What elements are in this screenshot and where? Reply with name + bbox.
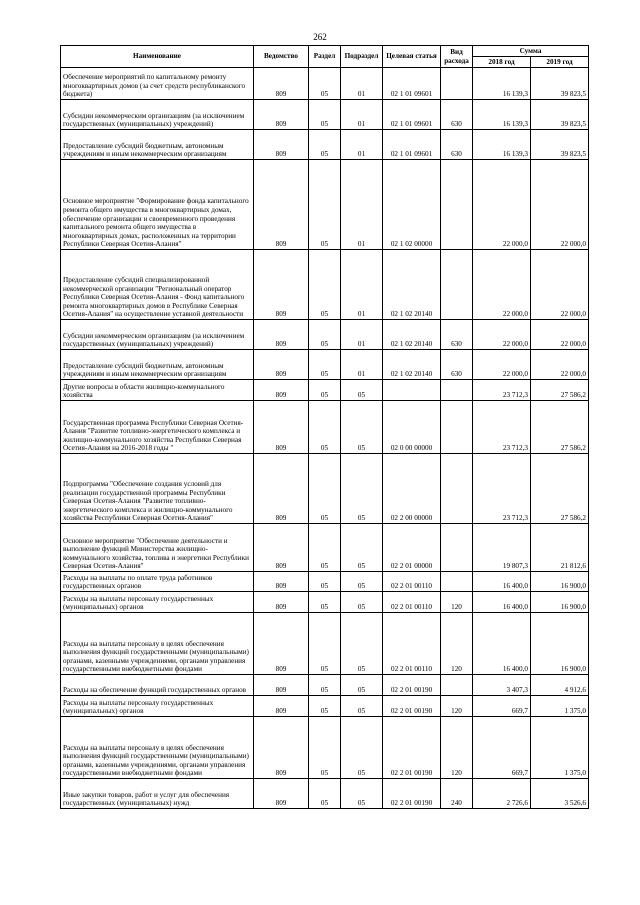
table-row xyxy=(61,250,589,320)
row-target: 02 1 02 20140 xyxy=(383,250,441,320)
row-podrazdel: 05 xyxy=(341,675,383,696)
budget-table xyxy=(60,45,589,809)
row-2019: 39 823,5 xyxy=(531,130,589,160)
row-2019: 27 586,2 xyxy=(531,380,589,401)
table-row xyxy=(61,401,589,454)
row-vid: 120 xyxy=(441,592,473,613)
row-podrazdel: 01 xyxy=(341,250,383,320)
row-target: 02 2 00 00000 xyxy=(383,454,441,524)
table-row xyxy=(61,350,589,380)
row-vedomstvo: 809 xyxy=(254,524,309,572)
row-razdel: 05 xyxy=(309,779,341,809)
row-vid xyxy=(441,250,473,320)
row-vid: 630 xyxy=(441,100,473,130)
row-razdel: 05 xyxy=(309,696,341,717)
row-name: Основное мероприятие "Обеспечение деятельности и выполнение функций Министерства жилищно-коммунального хозяйства, топлива и энергетики Республики Северная Осетия-Алания" xyxy=(61,524,254,572)
row-podrazdel: 05 xyxy=(341,524,383,572)
row-2018: 3 407,3 xyxy=(473,675,531,696)
row-vedomstvo: 809 xyxy=(254,675,309,696)
row-name: Субсидии некоммерческим организациям (за исключением государственных (муниципальных) учреждений) xyxy=(61,320,254,350)
header-summa: Сумма xyxy=(473,46,589,57)
row-2018: 23 712,3 xyxy=(473,454,531,524)
row-podrazdel: 01 xyxy=(341,68,383,100)
row-vedomstvo: 809 xyxy=(254,100,309,130)
header-vid: Вид расхода xyxy=(441,46,473,68)
row-vedomstvo: 809 xyxy=(254,401,309,454)
row-2018: 22 000,0 xyxy=(473,160,531,250)
row-target: 02 1 02 00000 xyxy=(383,160,441,250)
row-podrazdel: 01 xyxy=(341,320,383,350)
row-name: Расходы на обеспечение функций государственных органов xyxy=(61,675,254,696)
row-vid: 240 xyxy=(441,779,473,809)
row-vedomstvo: 809 xyxy=(254,380,309,401)
table-row xyxy=(61,524,589,572)
row-vedomstvo: 809 xyxy=(254,130,309,160)
header-2018: 2018 год xyxy=(473,57,531,68)
page-number: 262 xyxy=(313,32,327,42)
row-name: Государственная программа Республики Северная Осетия-Алания "Развитие топливно-энергетического комплекса и жилищно-коммунального хозяйства Республики Северная Осетия-Алания на 2016-2018 годы " xyxy=(61,401,254,454)
row-2019: 21 812,6 xyxy=(531,524,589,572)
row-razdel: 05 xyxy=(309,717,341,779)
row-2018: 23 712,3 xyxy=(473,401,531,454)
row-2019: 16 900,0 xyxy=(531,572,589,592)
row-podrazdel: 01 xyxy=(341,160,383,250)
row-2019: 4 912,6 xyxy=(531,675,589,696)
row-podrazdel: 05 xyxy=(341,717,383,779)
header-name: Наименование xyxy=(61,46,254,68)
row-2018: 22 000,0 xyxy=(473,350,531,380)
row-target: 02 1 02 20140 xyxy=(383,320,441,350)
row-name: Предоставление субсидий специализированной некоммерческой организации "Региональный оператор Республики Северная Осетия-Алания - Фонд капитального ремонта многоквартирных домов в Республике Северная Осетия-Алания" на осуществление уставной деятельности xyxy=(61,250,254,320)
row-vid xyxy=(441,401,473,454)
row-podrazdel: 05 xyxy=(341,572,383,592)
table-row xyxy=(61,675,589,696)
row-razdel: 05 xyxy=(309,100,341,130)
row-name: Иные закупки товаров, работ и услуг для обеспечения государственных (муниципальных) нужд xyxy=(61,779,254,809)
row-vedomstvo: 809 xyxy=(254,779,309,809)
row-2019: 39 823,5 xyxy=(531,68,589,100)
row-2018: 16 400,0 xyxy=(473,592,531,613)
row-razdel: 05 xyxy=(309,613,341,675)
row-razdel: 05 xyxy=(309,592,341,613)
row-razdel: 05 xyxy=(309,160,341,250)
row-razdel: 05 xyxy=(309,572,341,592)
table-row xyxy=(61,779,589,809)
row-2018: 16 139,3 xyxy=(473,68,531,100)
row-2019: 22 000,0 xyxy=(531,160,589,250)
row-razdel: 05 xyxy=(309,380,341,401)
row-target: 02 1 01 09601 xyxy=(383,100,441,130)
table-row xyxy=(61,454,589,524)
row-vedomstvo: 809 xyxy=(254,592,309,613)
row-podrazdel: 05 xyxy=(341,592,383,613)
table-row xyxy=(61,100,589,130)
row-razdel: 05 xyxy=(309,401,341,454)
row-podrazdel: 01 xyxy=(341,130,383,160)
row-razdel: 05 xyxy=(309,350,341,380)
table-body xyxy=(61,68,589,809)
row-vedomstvo: 809 xyxy=(254,68,309,100)
row-vid xyxy=(441,524,473,572)
row-2018: 669,7 xyxy=(473,696,531,717)
row-vid xyxy=(441,572,473,592)
row-razdel: 05 xyxy=(309,250,341,320)
row-2018: 23 712,3 xyxy=(473,380,531,401)
row-razdel: 05 xyxy=(309,68,341,100)
row-target: 02 2 01 00110 xyxy=(383,572,441,592)
row-name: Расходы на выплаты по оплате труда работников государственных органов xyxy=(61,572,254,592)
row-2018: 669,7 xyxy=(473,717,531,779)
table-row xyxy=(61,572,589,592)
header-vedomstvo: Ведомство xyxy=(254,46,309,68)
row-podrazdel: 05 xyxy=(341,779,383,809)
row-2019: 16 900,0 xyxy=(531,613,589,675)
header-razdel: Раздел xyxy=(309,46,341,68)
row-target: 02 1 02 20140 xyxy=(383,350,441,380)
row-target: 02 2 01 00190 xyxy=(383,779,441,809)
row-vid xyxy=(441,454,473,524)
row-podrazdel: 05 xyxy=(341,613,383,675)
row-vedomstvo: 809 xyxy=(254,350,309,380)
row-2019: 3 526,6 xyxy=(531,779,589,809)
row-name: Предоставление субсидий бюджетным, автономным учреждениям и иным некоммерческим организациям xyxy=(61,350,254,380)
row-razdel: 05 xyxy=(309,454,341,524)
row-2019: 1 375,0 xyxy=(531,696,589,717)
row-vid xyxy=(441,68,473,100)
row-vedomstvo: 809 xyxy=(254,320,309,350)
row-vid: 120 xyxy=(441,613,473,675)
row-2018: 16 400,0 xyxy=(473,613,531,675)
row-name: Расходы на выплаты персоналу в целях обеспечения выполнения функций государственными (муниципальными) органами, казенными учреждениями, органами управления государственными внебюджетными фондами xyxy=(61,717,254,779)
row-vedomstvo: 809 xyxy=(254,572,309,592)
table-row xyxy=(61,130,589,160)
row-podrazdel: 05 xyxy=(341,696,383,717)
row-2019: 39 823,5 xyxy=(531,100,589,130)
row-razdel: 05 xyxy=(309,524,341,572)
row-vedomstvo: 809 xyxy=(254,717,309,779)
row-2019: 22 000,0 xyxy=(531,320,589,350)
row-vedomstvo: 809 xyxy=(254,454,309,524)
row-2018: 16 139,3 xyxy=(473,130,531,160)
table-row xyxy=(61,696,589,717)
row-name: Обеспечение мероприятий по капитальному ремонту многоквартирных домов (за счет средств республиканского бюджета) xyxy=(61,68,254,100)
row-vedomstvo: 809 xyxy=(254,160,309,250)
row-razdel: 05 xyxy=(309,130,341,160)
row-target: 02 2 01 00190 xyxy=(383,675,441,696)
row-name: Основное мероприятие "Формирование фонда капитального ремонта общего имущества в многоквартирных домах, обеспечение организации и своевременного проведения капитального ремонта общего имущества в многоквартирных домах, расположенных на территории Республики Северная Осетия-Алания" xyxy=(61,160,254,250)
row-name: Субсидии некоммерческим организациям (за исключением государственных (муниципальных) учреждений) xyxy=(61,100,254,130)
row-name: Подпрограмма "Обеспечение создания условий для реализации государственной программы Республики Северная Осетия-Алания "Развитие топливно-энергетического комплекса и жилищно-коммунального хозяйства Республики Северная Осетия-Алания" xyxy=(61,454,254,524)
row-vid: 120 xyxy=(441,717,473,779)
row-vid: 630 xyxy=(441,130,473,160)
header-target: Целевая статья xyxy=(383,46,441,68)
row-2019: 22 000,0 xyxy=(531,350,589,380)
table-row xyxy=(61,320,589,350)
row-podrazdel: 05 xyxy=(341,380,383,401)
row-name: Расходы на выплаты персоналу государственных (муниципальных) органов xyxy=(61,696,254,717)
table-row xyxy=(61,68,589,100)
row-target: 02 1 01 09601 xyxy=(383,68,441,100)
row-vid xyxy=(441,380,473,401)
row-name: Предоставление субсидий бюджетным, автономным учреждениям и иным некоммерческим организациям xyxy=(61,130,254,160)
row-2019: 27 586,2 xyxy=(531,401,589,454)
row-2018: 16 139,3 xyxy=(473,100,531,130)
row-vid xyxy=(441,160,473,250)
row-2019: 1 375,0 xyxy=(531,717,589,779)
row-razdel: 05 xyxy=(309,675,341,696)
row-2019: 22 000,0 xyxy=(531,250,589,320)
row-2018: 2 726,6 xyxy=(473,779,531,809)
table-row xyxy=(61,160,589,250)
row-podrazdel: 05 xyxy=(341,401,383,454)
row-target: 02 2 01 00190 xyxy=(383,717,441,779)
row-vid: 630 xyxy=(441,320,473,350)
header-podrazdel: Подраздел xyxy=(341,46,383,68)
row-target: 02 2 01 00110 xyxy=(383,592,441,613)
row-name: Расходы на выплаты персоналу государственных (муниципальных) органов xyxy=(61,592,254,613)
row-podrazdel: 01 xyxy=(341,100,383,130)
row-target xyxy=(383,380,441,401)
row-vedomstvo: 809 xyxy=(254,696,309,717)
row-target: 02 0 00 00000 xyxy=(383,401,441,454)
table-row xyxy=(61,613,589,675)
table-row xyxy=(61,592,589,613)
row-name: Расходы на выплаты персоналу в целях обеспечения выполнения функций государственными (муниципальными) органами, казенными учреждениями, органами управления государственными внебюджетными фондами xyxy=(61,613,254,675)
row-target: 02 1 01 09601 xyxy=(383,130,441,160)
row-target: 02 2 01 00000 xyxy=(383,524,441,572)
row-2018: 19 807,3 xyxy=(473,524,531,572)
row-2018: 16 400,0 xyxy=(473,572,531,592)
row-vid: 630 xyxy=(441,350,473,380)
row-podrazdel: 05 xyxy=(341,454,383,524)
row-vedomstvo: 809 xyxy=(254,613,309,675)
table-row xyxy=(61,380,589,401)
row-vedomstvo: 809 xyxy=(254,250,309,320)
row-name: Другие вопросы в области жилищно-коммунального хозяйства xyxy=(61,380,254,401)
table-row xyxy=(61,717,589,779)
row-podrazdel: 01 xyxy=(341,350,383,380)
header-2019: 2019 год xyxy=(531,57,589,68)
row-target: 02 2 01 00110 xyxy=(383,613,441,675)
row-2019: 16 900,0 xyxy=(531,592,589,613)
row-razdel: 05 xyxy=(309,320,341,350)
row-2018: 22 000,0 xyxy=(473,250,531,320)
row-target: 02 2 01 00190 xyxy=(383,696,441,717)
row-vid: 120 xyxy=(441,696,473,717)
row-vid xyxy=(441,675,473,696)
row-2018: 22 000,0 xyxy=(473,320,531,350)
row-2019: 27 586,2 xyxy=(531,454,589,524)
